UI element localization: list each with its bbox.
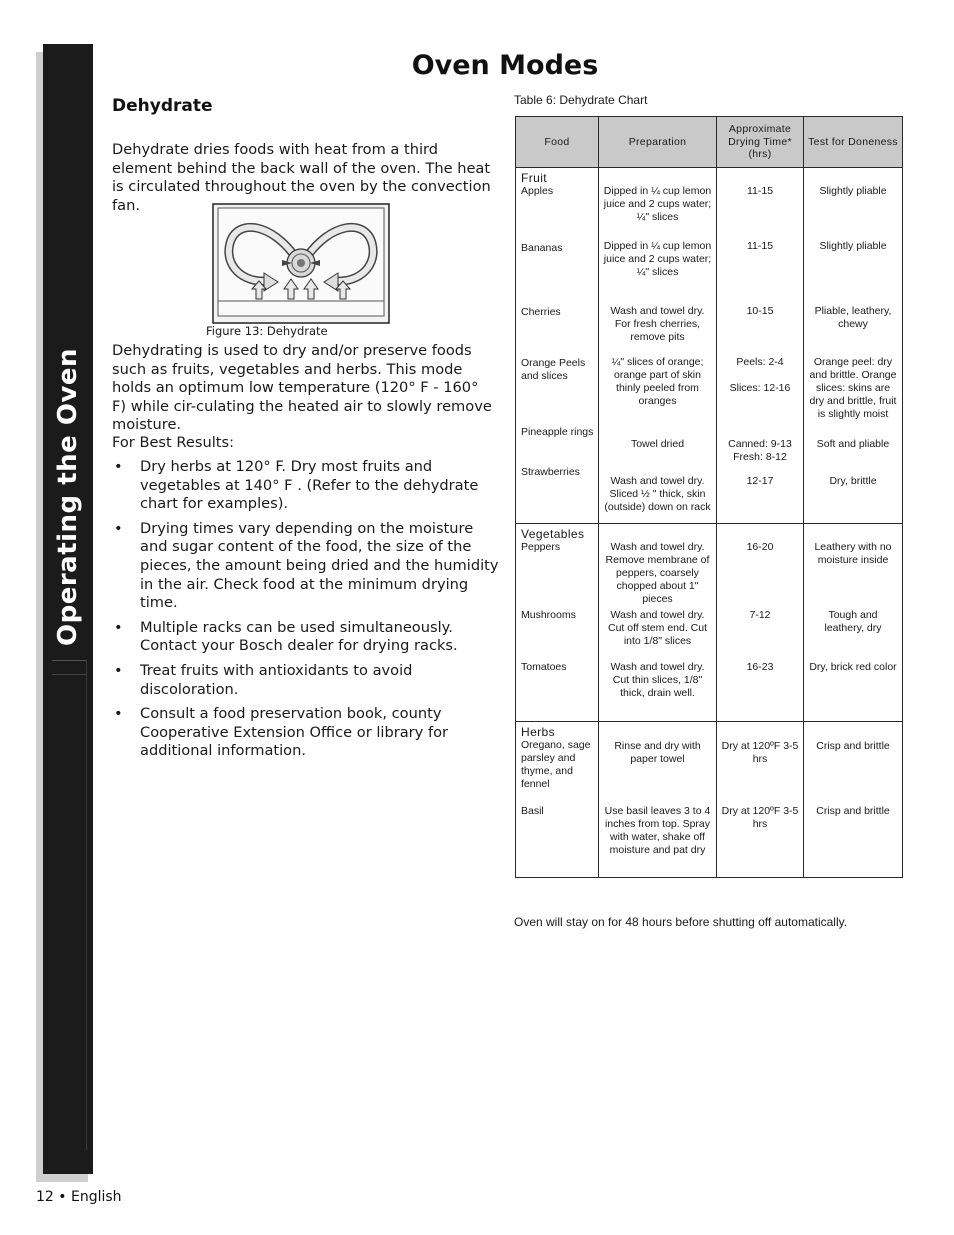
figure-caption: Figure 13: Dehydrate bbox=[206, 324, 328, 338]
oven-airflow-diagram-icon bbox=[212, 203, 390, 324]
group-label-fruit: Fruit bbox=[521, 171, 547, 185]
drying-time-cell: 16-23 bbox=[746, 661, 774, 673]
sidebar-divider bbox=[52, 660, 86, 661]
drying-time-cell: 12-17 bbox=[746, 474, 774, 487]
preparation-cell: ¼" slices of orange; orange part of skin thinly peeled from oranges bbox=[611, 355, 704, 407]
bullet-icon: • bbox=[114, 705, 123, 723]
table-row bbox=[516, 297, 903, 349]
doneness-cell: Tough and leathery, dry bbox=[824, 609, 882, 634]
column-header-drying-time: Approximate Drying Time*(hrs) bbox=[717, 117, 804, 168]
page-footer: 12 • English bbox=[36, 1189, 122, 1205]
section-title: Dehydrate bbox=[112, 96, 213, 116]
food-name: Tomatoes bbox=[521, 661, 567, 673]
doneness-cell: Slightly pliable bbox=[819, 239, 887, 252]
preparation-cell: Dipped in ¼ cup lemon juice and 2 cups water; ¼" slices bbox=[603, 185, 712, 223]
drying-time-cell: 11-15 bbox=[746, 185, 774, 197]
column-header-food: Food bbox=[516, 117, 599, 168]
group-label-vegetables: Vegetables bbox=[521, 527, 585, 541]
doneness-cell: Crisp and brittle bbox=[816, 739, 890, 752]
preparation-cell: Use basil leaves 3 to 4 inches from top. Spray with water, shake off moisture and pat dry bbox=[604, 805, 711, 856]
drying-time-cell: 7-12 bbox=[749, 609, 771, 621]
table-row bbox=[516, 606, 903, 658]
list-item: • Drying times vary depending on the moisture and sugar content of the food, the size of the pieces, the amount being dried and the humidity in the air. Check food at the minimum drying time. bbox=[114, 519, 499, 612]
preparation-cell: Dipped in ¼ cup lemon juice and 2 cups water; ¼" slices bbox=[603, 239, 712, 278]
table-row bbox=[516, 524, 903, 607]
best-results-list bbox=[112, 458, 502, 767]
bullet-icon: • bbox=[114, 458, 123, 475]
table-header-row bbox=[516, 117, 903, 168]
doneness-cell: Crisp and brittle bbox=[816, 805, 890, 817]
table-row bbox=[516, 168, 903, 232]
drying-time-cell: Canned: 9-13 Fresh: 8-12 bbox=[728, 437, 792, 463]
food-name: Strawberries bbox=[521, 465, 580, 478]
drying-time-cell: 11-15 bbox=[746, 239, 774, 252]
doneness-cell: Slightly pliable bbox=[819, 185, 887, 197]
drying-time-cell: 10-15 bbox=[746, 304, 774, 317]
doneness-cell: Orange peel: dry and brittle. Orange slices: skins are dry and brittle, fruit is slightly moist bbox=[809, 355, 897, 420]
table-note: Oven will stay on for 48 hours before shutting off automatically. bbox=[514, 915, 848, 929]
food-name: Bananas bbox=[521, 241, 563, 254]
bullet-icon: • bbox=[114, 519, 123, 537]
drying-time-cell: Dry at 120ºF 3-5 hrs bbox=[721, 739, 799, 765]
table-caption: Table 6: Dehydrate Chart bbox=[514, 93, 648, 107]
doneness-cell: Soft and pliable bbox=[816, 437, 890, 450]
sidebar-divider bbox=[86, 660, 87, 1150]
doneness-cell: Pliable, leathery, chewy bbox=[814, 304, 892, 330]
preparation-cell: Wash and towel dry. Sliced ½ " thick, skin (outside) down on rack bbox=[604, 474, 711, 513]
doneness-cell: Dry, brick red color bbox=[809, 661, 897, 673]
table-row bbox=[516, 232, 903, 297]
food-name: Mushrooms bbox=[521, 609, 576, 621]
bullet-icon: • bbox=[114, 618, 123, 636]
list-item: • Multiple racks can be used simultaneously. Contact your Bosch dealer for drying racks. bbox=[114, 618, 458, 655]
table-row bbox=[516, 658, 903, 721]
table-row bbox=[516, 464, 903, 524]
drying-time-cell: Peels: 2-4 bbox=[736, 355, 784, 368]
food-name: Cherries bbox=[521, 305, 561, 318]
preparation-cell: Rinse and dry with paper towel bbox=[614, 739, 701, 765]
preparation-cell: Wash and towel dry. Cut off stem end. Cut into 1/8" slices bbox=[607, 609, 708, 647]
dehydrate-chart-table bbox=[515, 116, 903, 878]
drying-time-cell: 16-20 bbox=[746, 541, 774, 553]
doneness-cell: Leathery with no moisture inside bbox=[814, 541, 892, 566]
food-name: Peppers bbox=[521, 541, 561, 553]
doneness-cell: Dry, brittle bbox=[829, 474, 877, 487]
column-header-preparation: Preparation bbox=[599, 117, 717, 168]
table-row bbox=[516, 799, 903, 877]
list-item: • Consult a food preservation book, county Cooperative Extension Office or library for additional information. bbox=[114, 705, 449, 760]
food-name: Orange Peels and slices bbox=[521, 356, 586, 382]
preparation-cell: Wash and towel dry. Cut thin slices, 1/8" thick, drain well. bbox=[610, 661, 705, 699]
preparation-cell: Wash and towel dry. Remove membrane of peppers, coarsely chopped about 1" pieces bbox=[605, 541, 710, 605]
food-name: Oregano, sage parsley and thyme, and fennel bbox=[521, 738, 591, 790]
food-name: Basil bbox=[521, 805, 544, 817]
group-label-herbs: Herbs bbox=[521, 724, 556, 739]
chapter-label: Operating the Oven bbox=[53, 347, 83, 647]
table-row bbox=[516, 426, 903, 464]
intro-paragraph: Dehydrate dries foods with heat from a third element behind the back wall of the oven. The heat is circulated throughout the oven by the convection fan. bbox=[112, 141, 491, 214]
column-header-doneness: Test for Doneness bbox=[804, 117, 903, 168]
best-results-heading: For Best Results: bbox=[112, 434, 235, 451]
table-row bbox=[516, 349, 903, 426]
preparation-cell: Wash and towel dry. For fresh cherries, remove pits bbox=[610, 304, 705, 343]
food-name: Apples bbox=[521, 185, 554, 197]
list-item: • Dry herbs at 120° F. Dry most fruits and vegetables at 140° F . (Refer to the dehydrate chart for examples). bbox=[114, 458, 479, 513]
food-name: Pineapple rings bbox=[521, 425, 594, 438]
drying-time-cell: Slices: 12-16 bbox=[729, 381, 791, 394]
bullet-icon: • bbox=[114, 661, 123, 679]
sidebar-divider bbox=[52, 674, 86, 675]
table-row bbox=[516, 721, 903, 799]
page-title: Oven Modes bbox=[411, 50, 599, 81]
drying-time-cell: Dry at 120ºF 3-5 hrs bbox=[721, 805, 799, 830]
list-item: • Treat fruits with antioxidants to avoid discoloration. bbox=[114, 661, 413, 698]
usage-paragraph: Dehydrating is used to dry and/or preserve foods such as fruits, vegetables and herbs. This mode holds an optimum low temperature (120° F - 160° F) while cir-culating the heated air to slowly remove moisture. bbox=[112, 342, 492, 434]
preparation-cell: Towel dried bbox=[630, 437, 685, 450]
